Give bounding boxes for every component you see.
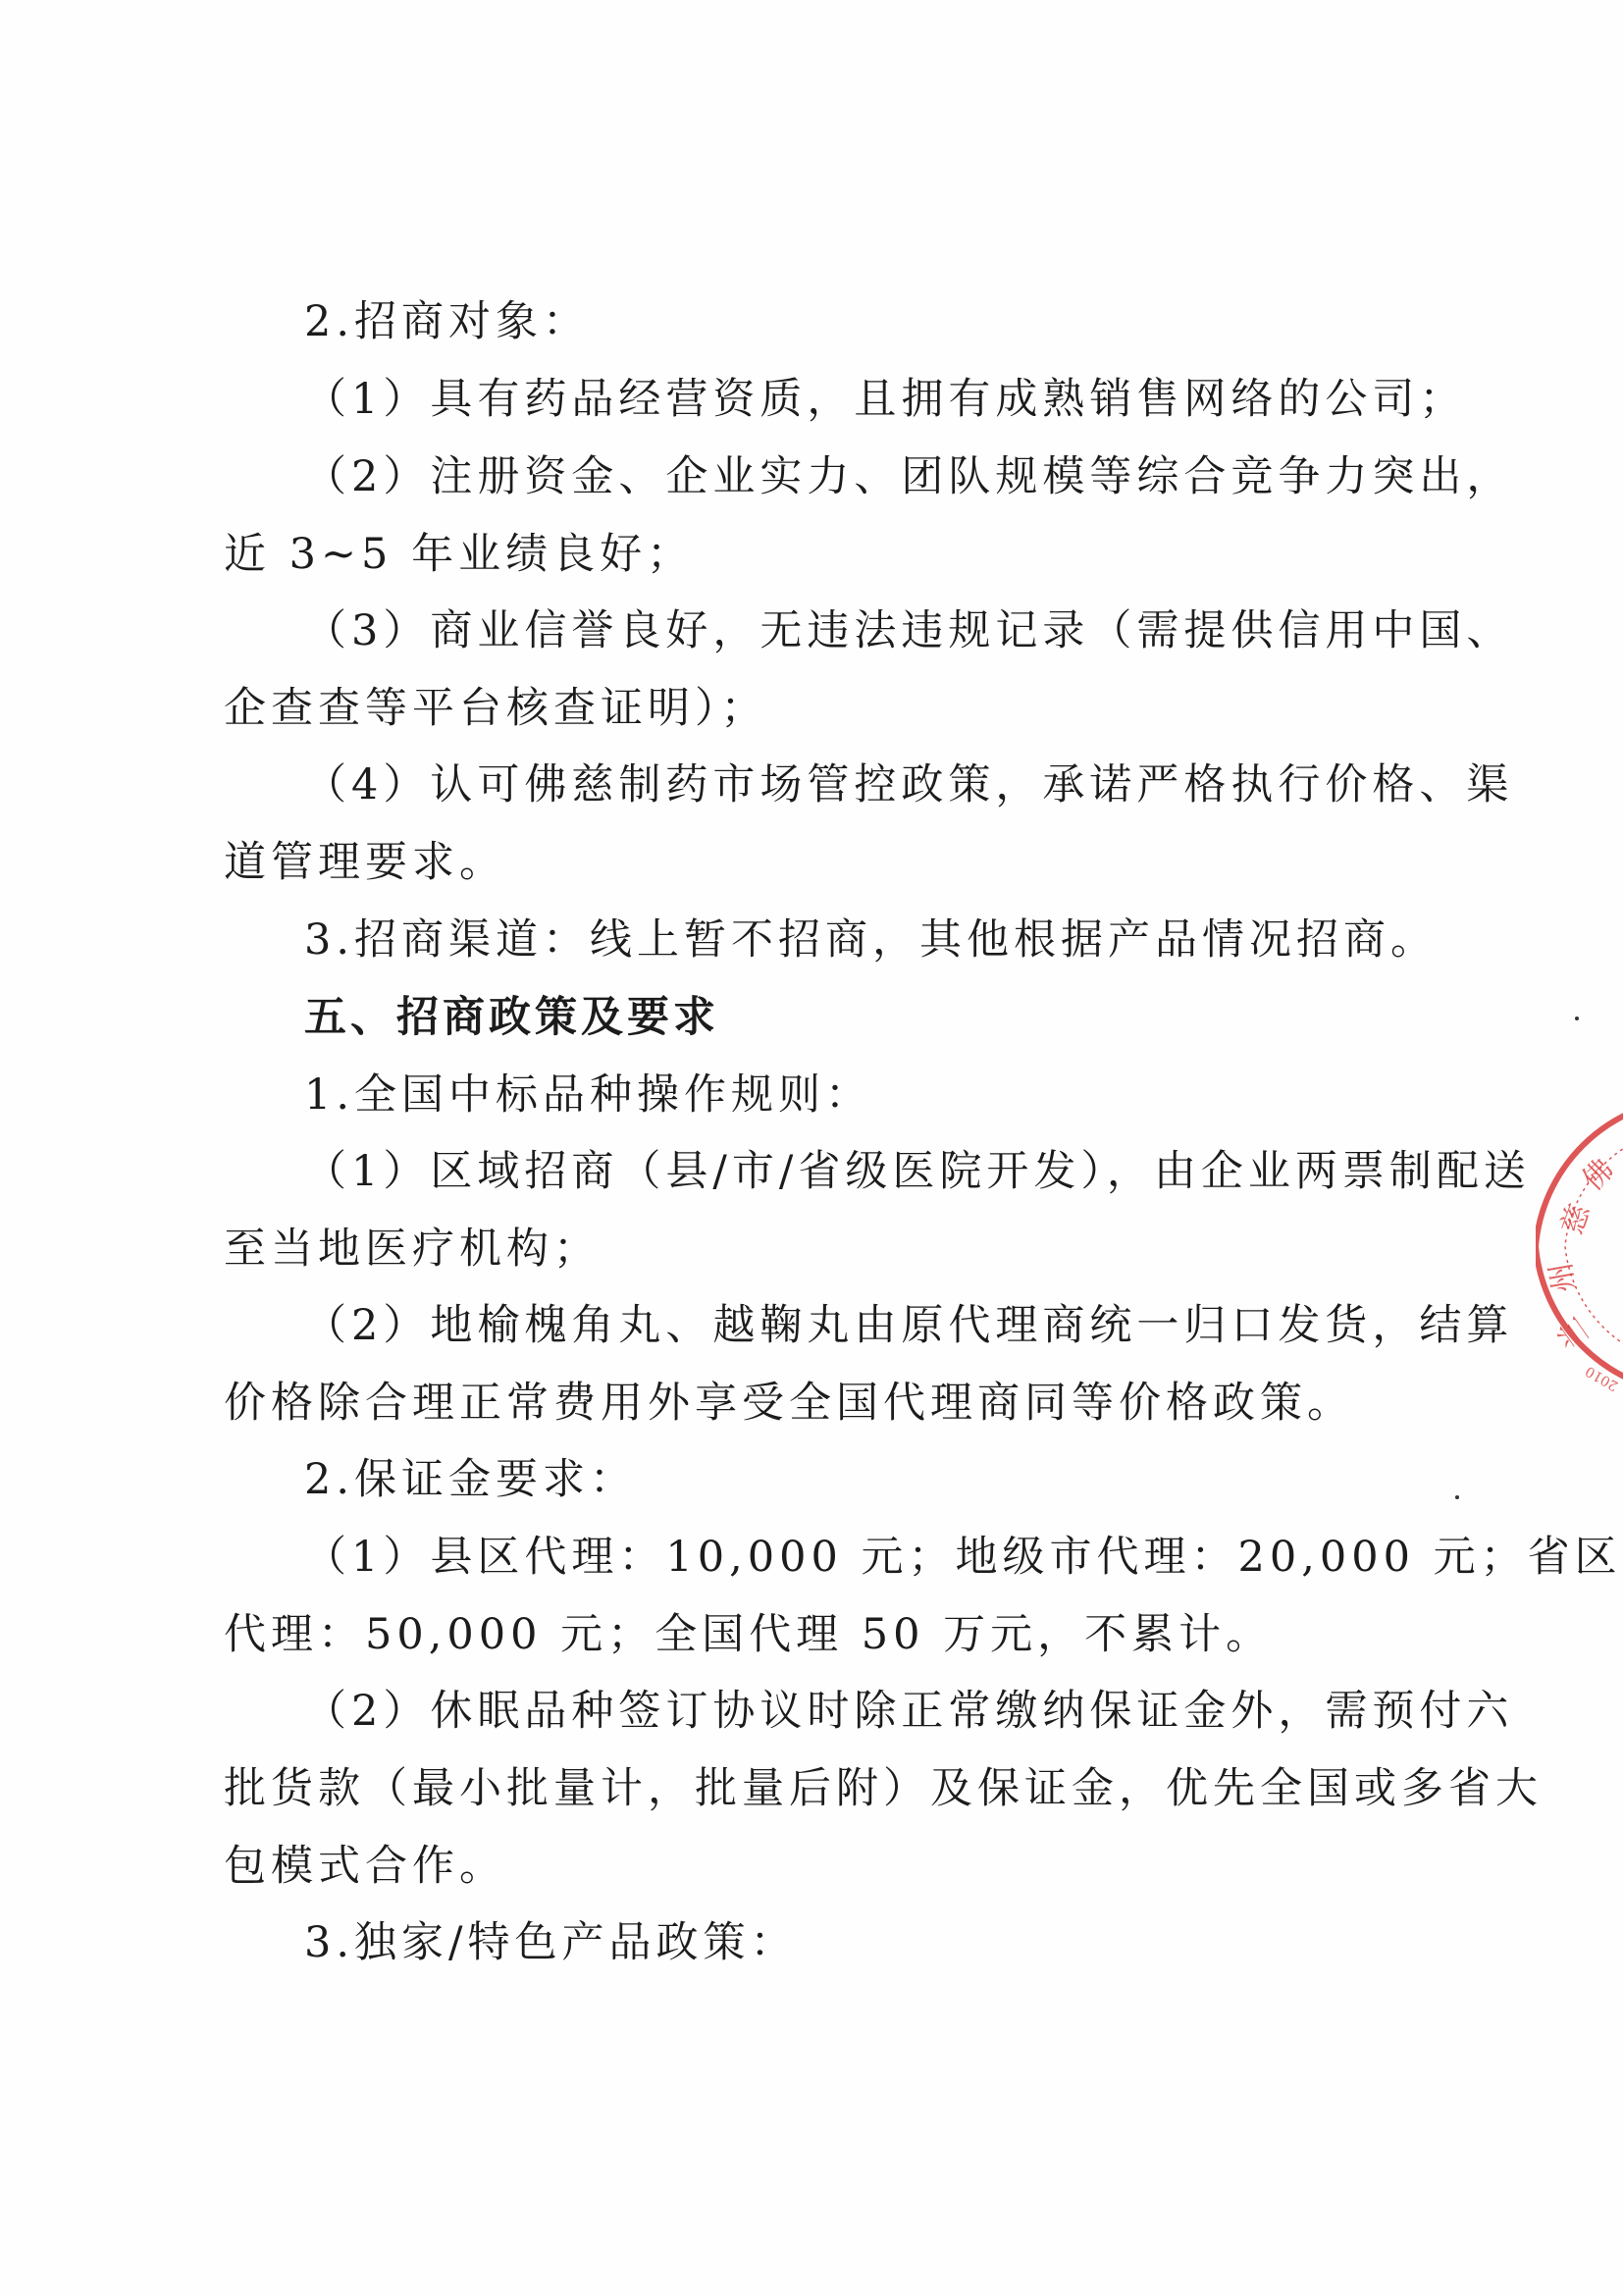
policy-2-1-line2: 代理：50,000 元；全国代理 50 万元，不累计。 [224, 1610, 1274, 1659]
company-seal-stamp [1536, 1089, 1623, 1413]
policy-1-2-line1: （2）地榆槐角丸、越鞠丸由原代理商统一归口发货，结算 [304, 1301, 1514, 1350]
scan-speck [1455, 1495, 1459, 1499]
svg-text:慈: 慈 [1554, 1199, 1597, 1239]
svg-text:州: 州 [1544, 1260, 1583, 1295]
policy-2-2-line3: 包模式合作。 [224, 1842, 506, 1891]
list-item-2-2-line1: （2）注册资金、企业实力、团队规模等综合竞争力突出， [304, 452, 1514, 501]
list-item-2-1: （1）具有药品经营资质，且拥有成熟销售网络的公司； [304, 375, 1467, 424]
policy-1-2-line2: 价格除合理正常费用外享受全国代理商同等价格政策。 [224, 1379, 1354, 1428]
policy-3-title: 3.独家/特色产品政策： [304, 1918, 798, 1967]
policy-2-1-line1: （1）县区代理：10,000 元；地级市代理：20,000 元；省区 [304, 1533, 1622, 1582]
policy-2-2-line2: 批货款（最小批量计，批量后附）及保证金，优先全国或多省大 [224, 1764, 1543, 1813]
svg-text:兰: 兰 [1550, 1310, 1597, 1355]
scan-speck [1575, 1017, 1579, 1020]
policy-1-title: 1.全国中标品种操作规则： [304, 1070, 873, 1120]
section-2-title: 2.招商对象： [304, 297, 591, 346]
svg-text:佛: 佛 [1575, 1152, 1621, 1198]
policy-2-title: 2.保证金要求： [304, 1455, 638, 1504]
list-item-2-3-line1: （3）商业信誉良好，无违法违规记录（需提供信用中国、 [304, 606, 1514, 655]
section-3-title: 3.招商渠道：线上暂不招商，其他根据产品情况招商。 [304, 915, 1439, 965]
policy-1-1-line2: 至当地医疗机构； [224, 1225, 601, 1274]
list-item-2-3-line2: 企查查等平台核查证明）； [224, 684, 768, 733]
list-item-2-4-line1: （4）认可佛慈制药市场管控政策，承诺严格执行价格、渠 [304, 760, 1514, 809]
list-item-2-4-line2: 道管理要求。 [224, 838, 506, 887]
list-item-2-2-line2: 近 3~5 年业绩良好； [224, 530, 695, 579]
policy-1-1-line1: （1）区域招商（县/市/省级医院开发），由企业两票制配送 [304, 1147, 1531, 1196]
svg-text:2010: 2010 [1583, 1362, 1621, 1394]
policy-2-2-line1: （2）休眠品种签订协议时除正常缴纳保证金外，需预付六 [304, 1687, 1514, 1736]
chapter-heading-5: 五、招商政策及要求 [304, 993, 719, 1042]
